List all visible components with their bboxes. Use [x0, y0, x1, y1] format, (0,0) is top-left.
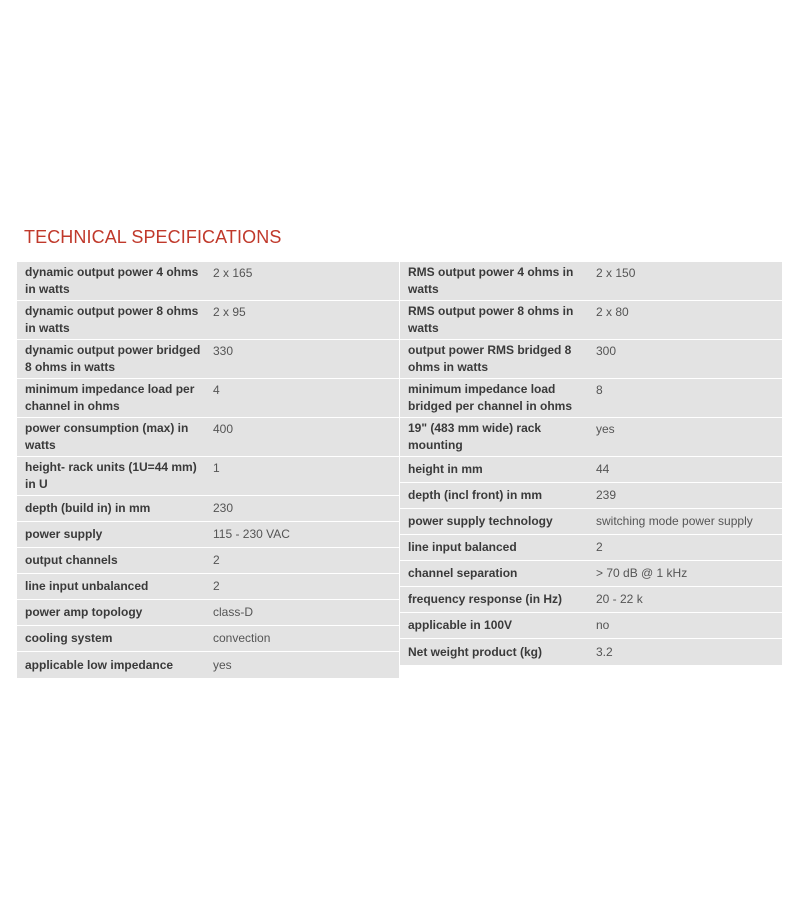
page-title: TECHNICAL SPECIFICATIONS [24, 227, 282, 247]
spec-value: 2 x 165 [213, 266, 253, 280]
spec-value: no [596, 618, 610, 632]
spec-value: 44 [596, 462, 610, 476]
spec-label: dynamic output power 8 ohms in watts [25, 304, 199, 335]
spec-value: class-D [213, 605, 254, 619]
spec-value: 400 [213, 422, 234, 436]
spec-row [400, 418, 782, 457]
spec-value: 239 [596, 488, 617, 502]
spec-value: 2 x 150 [596, 266, 636, 280]
spec-label: dynamic output power bridged 8 ohms in watts [25, 343, 201, 374]
spec-row [400, 379, 782, 418]
spec-value: 2 [596, 540, 603, 554]
spec-label: power amp topology [25, 605, 143, 619]
spec-value: 2 x 80 [596, 305, 629, 319]
spec-label: height- rack units (1U=44 mm) in U [25, 460, 197, 491]
spec-row [400, 561, 782, 587]
spec-value: 115 - 230 VAC [213, 527, 290, 541]
spec-row [400, 301, 782, 340]
spec-label: output power RMS bridged 8 ohms in watts [408, 343, 572, 374]
spec-label: height in mm [408, 462, 483, 476]
spec-value: 230 [213, 501, 234, 515]
spec-label: frequency response (in Hz) [408, 592, 563, 606]
spec-label: applicable in 100V [408, 618, 513, 632]
spec-row [400, 483, 782, 509]
spec-row [400, 340, 782, 379]
spec-row [17, 652, 399, 678]
spec-row [17, 522, 399, 548]
spec-label: Net weight product (kg) [408, 644, 542, 659]
spec-value: convection [213, 631, 271, 645]
spec-value: yes [596, 422, 615, 436]
spec-label: minimum impedance load per channel in ohms [25, 382, 195, 413]
spec-value: 3.2 [596, 644, 613, 659]
spec-label: depth (build in) in mm [25, 501, 151, 515]
spec-value: 1 [213, 461, 220, 475]
spec-label: RMS output power 8 ohms in watts [408, 304, 574, 335]
spec-label: line input balanced [408, 540, 517, 554]
spec-label: cooling system [25, 631, 113, 645]
spec-label: output channels [25, 553, 118, 567]
spec-label: power consumption (max) in watts [25, 421, 189, 452]
spec-row [400, 262, 782, 301]
spec-label: power supply technology [408, 514, 553, 528]
spec-label: channel separation [408, 566, 518, 580]
spec-label: RMS output power 4 ohms in watts [408, 265, 574, 296]
spec-row [17, 262, 399, 301]
spec-row [17, 496, 399, 522]
spec-row [400, 457, 782, 483]
spec-value: 4 [213, 383, 220, 397]
spec-row [17, 340, 399, 379]
spec-row [400, 509, 782, 535]
spec-label: depth (incl front) in mm [408, 488, 542, 502]
spec-table-right [400, 262, 782, 665]
spec-row [400, 639, 782, 665]
spec-value: 2 [213, 553, 220, 567]
spec-value: yes [213, 657, 232, 672]
spec-label: line input unbalanced [25, 579, 149, 593]
spec-label: power supply [25, 527, 103, 541]
spec-row [400, 587, 782, 613]
spec-value: 8 [596, 383, 603, 397]
spec-row [400, 535, 782, 561]
spec-row [17, 301, 399, 340]
spec-label: minimum impedance load bridged per channel in ohms [408, 382, 573, 413]
spec-label: dynamic output power 4 ohms in watts [25, 265, 199, 296]
spec-table-left [17, 262, 399, 678]
spec-value: 2 x 95 [213, 305, 246, 319]
spec-row [17, 548, 399, 574]
spec-row [17, 457, 399, 496]
spec-row [400, 613, 782, 639]
spec-row [17, 379, 399, 418]
spec-label: 19" (483 mm wide) rack mounting [408, 421, 542, 452]
spec-value: 2 [213, 579, 220, 593]
spec-value: 20 - 22 k [596, 592, 643, 606]
spec-row [17, 418, 399, 457]
spec-row [17, 574, 399, 600]
spec-value: switching mode power supply [596, 514, 753, 528]
spec-value: 330 [213, 344, 234, 358]
spec-label: applicable low impedance [25, 657, 174, 672]
spec-value: > 70 dB @ 1 kHz [596, 566, 688, 580]
spec-row [17, 626, 399, 652]
spec-row [17, 600, 399, 626]
spec-value: 300 [596, 344, 617, 358]
